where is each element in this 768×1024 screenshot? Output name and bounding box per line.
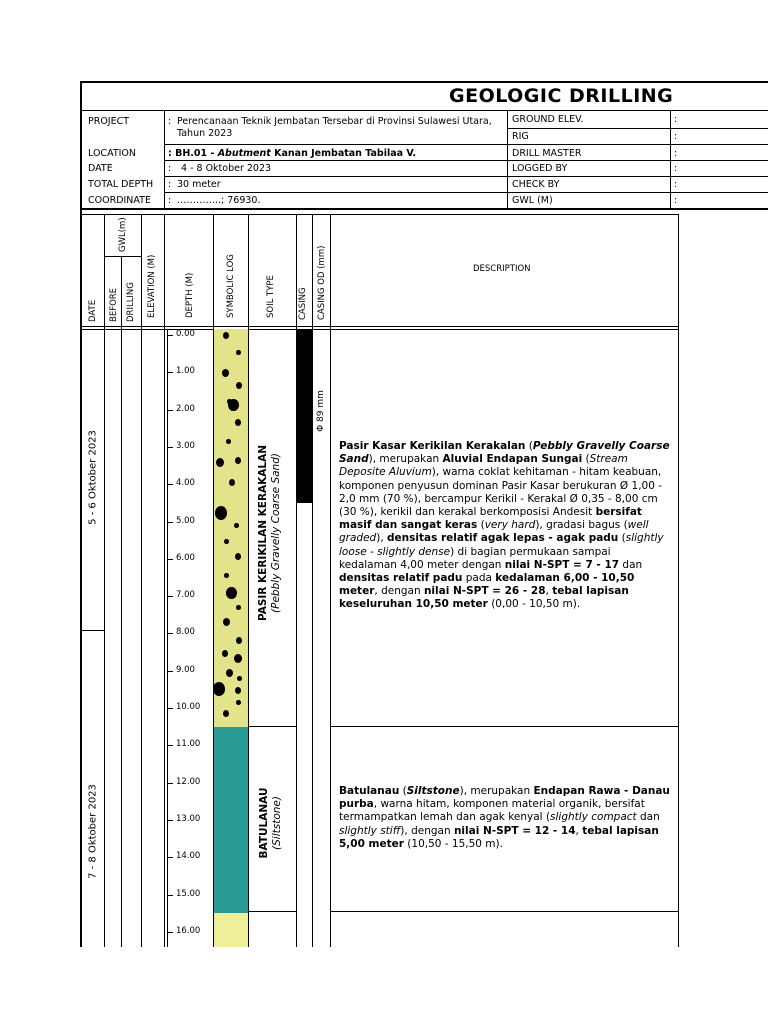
layer-boundary-1: [248, 726, 296, 727]
header-top-line: [82, 214, 679, 215]
depth-tick: [167, 745, 173, 746]
depth-label: 9.00: [176, 665, 195, 675]
depth-label: 5.00: [176, 516, 195, 526]
depth-label: 13.00: [176, 814, 201, 824]
symbolic-log-layer: [214, 727, 248, 915]
depth-label: 2.00: [176, 404, 195, 414]
location-value: : BH.01 - Abutment Kanan Jembatan Tabilaa V.: [168, 148, 417, 159]
col-gwl: GWL(m): [118, 217, 128, 252]
logged-by-label: LOGGED BY: [512, 163, 568, 174]
casing-bar: [297, 329, 312, 503]
depth-label: 12.00: [176, 777, 201, 787]
col-line-312: [312, 214, 313, 947]
symbolic-log-layer: [214, 913, 248, 947]
coordinate-colon: :: [168, 195, 172, 206]
layer-boundary-2-desc: [330, 911, 678, 912]
depth-tick: [167, 410, 173, 411]
depth-tick: [167, 522, 173, 523]
col-soil-type: SOIL TYPE: [266, 275, 276, 318]
col-line-104: [104, 214, 105, 947]
info-row-line-5: [164, 192, 768, 193]
col-line-121: [121, 256, 122, 947]
title-divider: [82, 110, 768, 111]
soil-type-label-2: BATULANAU (Siltstone): [258, 787, 283, 859]
col-line-330: [330, 214, 331, 947]
frame-top: [80, 81, 768, 83]
total-depth-colon: :: [168, 179, 172, 190]
check-by-label: CHECK BY: [512, 179, 560, 190]
pebble-symbol: [224, 573, 229, 579]
col-depth: DEPTH (M): [185, 272, 195, 318]
project-value: Perencanaan Teknik Jembatan Tersebar di Provinsi Sulawesi Utara,: [177, 116, 492, 127]
gwl-split-line: [104, 256, 141, 257]
drill-master-label: DRILL MASTER: [512, 148, 582, 159]
pebble-symbol: [223, 618, 230, 626]
depth-axis: [167, 329, 168, 947]
page-title: GEOLOGIC DRILLING: [449, 85, 674, 107]
pebble-symbol: [236, 605, 241, 611]
col-casing: CASING: [298, 287, 308, 320]
soil-type-label-1: PASIR KERIKILAN KERAKALAN (Pebbly Gravelly Coarse Sand): [257, 444, 282, 622]
description-layer-1: Pasir Kasar Kerikilan Kerakalan (Pebbly Gravelly Coarse Sand), merupakan Aluvial Endapan Sungai (Stream Deposite Aluvium), warna coklat kehitaman - hitam keabuan, komponen penyusun dominan Pasir Kasar berukuran Ø 1,00 - 2,0 mm (70 %), bercampur Kerikil - Kerakal Ø 0,35 - 8,00 cm (30 %), kerikil dan kerakal berkomposisi Andesit bersifat masif dan sangat keras (very hard), gradasi bagus (well graded), densitas relatif agak lepas - agak padu (slightly loose - slightly dense) di bagian permukaan sampai kedalaman 4,00 meter dengan nilai N-SPT = 7 - 17 dan densitas relatif padu pada kedalaman 6,00 - 10,50 meter, dengan nilai N-SPT = 26 - 28, tebal lapisan keseluruhan 10,50 meter (0,00 - 10,50 m).: [339, 440, 670, 611]
pebble-symbol: [235, 553, 241, 560]
col-line-248: [248, 214, 249, 947]
total-depth-label: TOTAL DEPTH: [88, 179, 154, 190]
col-casing-od: CASING OD (mm): [317, 245, 327, 320]
pebble-symbol: [235, 457, 241, 464]
info-row-line-2: [164, 144, 768, 145]
depth-label: 6.00: [176, 553, 195, 563]
frame-left: [80, 81, 82, 947]
pebble-symbol: [229, 479, 235, 486]
right-colon-6: :: [674, 195, 678, 206]
project-colon: :: [168, 116, 172, 127]
pebble-symbol: [236, 637, 242, 644]
date-value: 4 - 8 Oktober 2023: [181, 163, 272, 174]
pebble-symbol: [222, 650, 228, 657]
pebble-symbol: [226, 587, 237, 600]
col-line-141: [141, 214, 142, 947]
pebble-symbol: [224, 539, 229, 545]
project-value-line2: Tahun 2023: [177, 128, 233, 139]
col-description: DESCRIPTION: [473, 264, 531, 274]
depth-tick: [167, 708, 173, 709]
depth-label: 10.00: [176, 702, 201, 712]
pebble-symbol: [235, 419, 241, 426]
pebble-symbol: [222, 369, 229, 377]
pebble-symbol: [236, 700, 241, 706]
col-line-678: [678, 214, 679, 947]
pebble-symbol: [215, 506, 227, 520]
depth-tick: [167, 783, 173, 784]
info-row-line-4: [164, 176, 768, 177]
layer-boundary-2: [248, 911, 296, 912]
depth-tick: [167, 447, 173, 448]
pebble-symbol: [226, 439, 231, 445]
description-layer-2: Batulanau (Siltstone), merupakan Endapan Rawa - Danau purba, warna hitam, komponen material organik, bersifat termampatkan lemah dan agak kenyal (slightly compact dan slightly stiff), dengan nilai N-SPT = 12 - 14, tebal lapisan 5,00 meter (10,50 - 15,50 m).: [339, 785, 670, 850]
col-line-164: [164, 214, 165, 947]
pebble-symbol: [226, 669, 233, 677]
pebble-symbol: [223, 332, 229, 339]
right-colon-4: :: [674, 163, 678, 174]
col-line-296: [296, 214, 297, 947]
date-split-line: [82, 630, 104, 631]
pebble-symbol: [228, 399, 239, 412]
depth-tick: [167, 932, 173, 933]
depth-tick: [167, 596, 173, 597]
depth-tick: [167, 671, 173, 672]
depth-tick: [167, 895, 173, 896]
depth-label: 14.00: [176, 851, 201, 861]
right-colon-5: :: [674, 179, 678, 190]
pebble-symbol: [213, 682, 225, 696]
depth-tick: [167, 857, 173, 858]
depth-label: 1.00: [176, 366, 195, 376]
casing-od-label: Φ 89 mm: [316, 390, 326, 432]
layer-boundary-1-desc: [330, 726, 678, 727]
pebble-symbol: [234, 523, 239, 529]
depth-label: 4.00: [176, 478, 195, 488]
date-range-2: 7 - 8 Oktober 2023: [87, 784, 99, 879]
depth-label: 8.00: [176, 627, 195, 637]
depth-label: 11.00: [176, 739, 201, 749]
date-label: DATE: [88, 163, 113, 174]
col-drilling: DRILLING: [126, 282, 136, 322]
col-date: DATE: [88, 299, 98, 322]
project-label: PROJECT: [88, 116, 130, 127]
depth-label: 7.00: [176, 590, 195, 600]
rig-label: RIG: [512, 131, 529, 142]
symbolic-log-layer: [214, 329, 248, 727]
depth-tick: [167, 372, 173, 373]
info-row-line-1: [507, 128, 768, 129]
date-colon: :: [168, 163, 172, 174]
right-colon-1: :: [674, 114, 678, 125]
right-colon-2: :: [674, 131, 678, 142]
depth-label: 0.00: [176, 329, 195, 339]
date-range-1: 5 - 6 Oktober 2023: [87, 430, 99, 525]
total-depth-value: 30 meter: [177, 179, 221, 190]
right-colon-3: :: [674, 148, 678, 159]
depth-tick: [167, 633, 173, 634]
gwl-label: GWL (M): [512, 195, 553, 206]
pebble-symbol: [223, 710, 229, 717]
location-label: LOCATION: [88, 148, 137, 159]
depth-label: 3.00: [176, 441, 195, 451]
pebble-symbol: [236, 350, 241, 356]
depth-label: 16.00: [176, 926, 201, 936]
pebble-symbol: [235, 687, 241, 694]
header-bottom-line: [82, 326, 679, 327]
info-bottom-line: [82, 208, 768, 210]
col-symbolic-log: SYMBOLIC LOG: [226, 254, 236, 318]
col-elevation: ELEVATION (M): [147, 254, 157, 318]
col-before: BEFORE: [109, 287, 119, 322]
coordinate-label: COORDINATE: [88, 195, 151, 206]
info-row-line-3: [164, 160, 768, 161]
coordinate-value: …………..; 76930.: [177, 195, 261, 206]
depth-tick: [167, 335, 173, 336]
ground-elev-label: GROUND ELEV.: [512, 114, 584, 125]
depth-label: 15.00: [176, 889, 201, 899]
depth-tick: [167, 820, 173, 821]
pebble-symbol: [236, 382, 242, 389]
pebble-symbol: [237, 676, 242, 682]
depth-tick: [167, 559, 173, 560]
depth-tick: [167, 484, 173, 485]
body-top-line: [82, 329, 679, 330]
